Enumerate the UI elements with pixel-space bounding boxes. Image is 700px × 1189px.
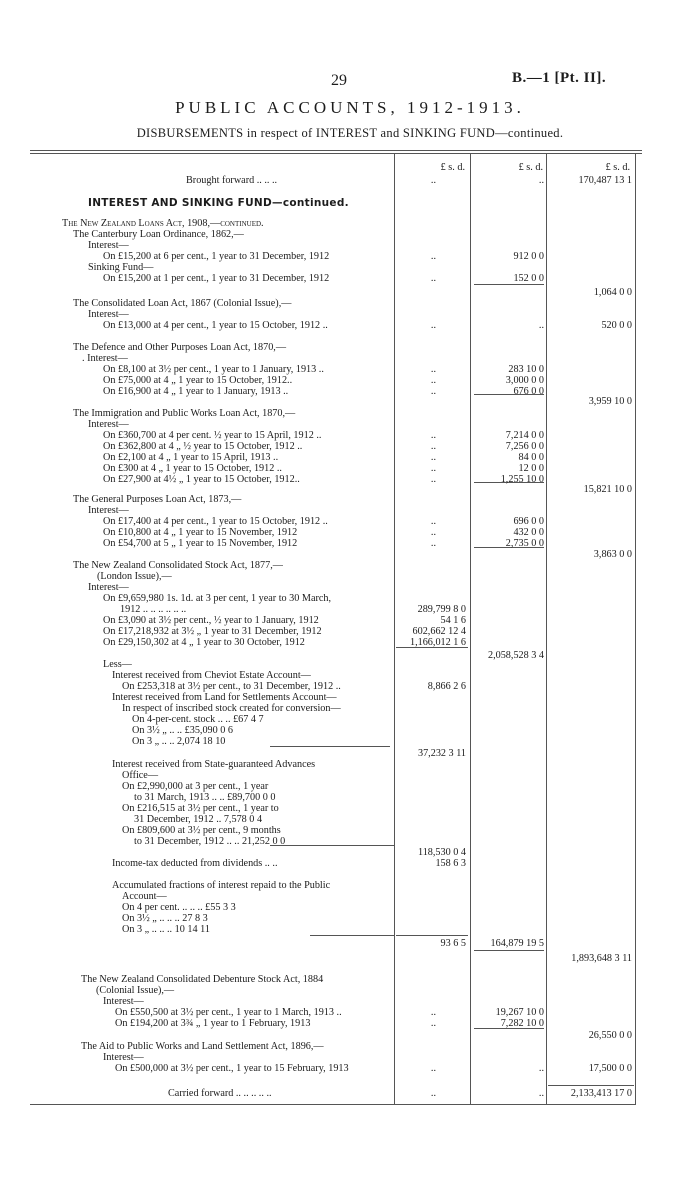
amount-col-2: .. <box>538 320 544 331</box>
column-header-row <box>0 162 700 174</box>
row-description: Sinking Fund— <box>88 262 154 273</box>
row-description: On 3½ „ .. .. £35,090 0 6 <box>132 725 234 736</box>
amount-col-1: 289,799 8 0 <box>417 604 466 615</box>
row-description: Accumulated fractions of interest repaid to the Public <box>112 880 331 891</box>
amount-col-1: .. <box>430 452 436 463</box>
row-description: On £15,200 at 1 per cent., 1 year to 31 December, 1912 <box>103 273 330 284</box>
page-title: PUBLIC ACCOUNTS, 1912-1913. <box>175 98 525 117</box>
row-description: On £2,990,000 at 3 per cent., 1 year <box>122 781 269 792</box>
amount-col-1: .. <box>430 527 436 538</box>
row-description: On £75,000 at 4 „ 1 year to 15 October, 1912.. <box>103 375 293 386</box>
ledger-row <box>0 1018 700 1030</box>
row-description: Interest received from Cheviot Estate Account— <box>112 670 311 681</box>
ledger-row <box>0 938 700 950</box>
row-description: On £809,600 at 3½ per cent., 9 months <box>122 825 281 836</box>
row-description: On £15,200 at 6 per cent., 1 year to 31 December, 1912 <box>103 251 330 262</box>
row-description: On £216,515 at 3½ per cent., 1 year to <box>122 803 279 814</box>
subtotal-rule <box>474 950 544 951</box>
row-description: Less— <box>103 659 132 670</box>
row-description: On £253,318 at 3½ per cent., to 31 December, 1912 .. <box>122 681 341 692</box>
amount-col-1: 8,866 2 6 <box>427 681 466 692</box>
amount-col-2: 2,735 0 0 <box>505 538 544 549</box>
row-description: Interest— <box>88 505 129 516</box>
row-description: Interest received from State-guaranteed Advances <box>112 759 316 770</box>
row-description: The Immigration and Public Works Loan Act, 1870,— <box>73 408 296 419</box>
row-description: The Aid to Public Works and Land Settlement Act, 1896,— <box>81 1041 324 1052</box>
amount-col-3: 170,487 13 1 <box>578 175 632 186</box>
amount-col-1: 602,662 12 4 <box>412 626 466 637</box>
amount-col-2: 432 0 0 <box>513 527 544 538</box>
row-description: On £550,500 at 3½ per cent., 1 year to 1 March, 1913 .. <box>115 1007 342 1018</box>
ledger-row <box>0 197 700 209</box>
amount-col-2: .. <box>538 175 544 186</box>
amount-col-1: .. <box>430 273 436 284</box>
row-description: On £17,218,932 at 3½ „ 1 year to 31 December, 1912 <box>103 626 322 637</box>
amount-col-2: 84 0 0 <box>518 452 544 463</box>
ledger-row <box>0 736 700 748</box>
section-heading: INTEREST AND SINKING FUND—continued. <box>88 197 349 209</box>
page-subtitle: DISBURSEMENTS in respect of INTEREST and SINKING FUND—continued. <box>136 126 564 140</box>
column-header-3: £ s. d. <box>518 162 543 173</box>
row-description: On £27,900 at 4½ „ 1 year to 15 October, 1912.. <box>103 474 300 485</box>
row-description: The New Zealand Consolidated Debenture Stock Act, 1884 <box>81 974 324 985</box>
ledger-row <box>0 953 700 965</box>
row-description: Interest— <box>103 1052 144 1063</box>
amount-col-2: 2,058,528 3 4 <box>487 650 544 661</box>
row-description: On 3 „ .. .. 2,074 18 10 <box>132 736 226 747</box>
row-description: . Interest— <box>82 353 128 364</box>
row-description: On 4-per-cent. stock .. .. £67 4 7 <box>132 714 264 725</box>
amount-col-2: 696 0 0 <box>513 516 544 527</box>
row-description: The Canterbury Loan Ordinance, 1862,— <box>73 229 244 240</box>
ledger-row <box>0 273 700 285</box>
amount-col-1: .. <box>430 463 436 474</box>
page-number: 29 <box>331 72 347 89</box>
row-description: The General Purposes Loan Act, 1873,— <box>73 494 242 505</box>
row-description: Interest— <box>103 996 144 1007</box>
row-description: On £3,090 at 3½ per cent., ½ year to 1 January, 1912 <box>103 615 319 626</box>
row-description: On £362,800 at 4 „ ½ year to 15 October, 1912 .. <box>103 441 303 452</box>
row-description: Interest— <box>88 309 129 320</box>
subtotal-rule <box>548 1085 634 1086</box>
amount-col-1: .. <box>430 320 436 331</box>
amount-col-1: 118,530 0 4 <box>417 847 466 858</box>
amount-col-2: 912 0 0 <box>513 251 544 262</box>
document-reference: B.—1 [Pt. II]. <box>512 70 607 86</box>
amount-col-1: .. <box>430 386 436 397</box>
row-description: On £54,700 at 5 „ 1 year to 15 November, 1912 <box>103 538 298 549</box>
amount-col-1: .. <box>430 1063 436 1074</box>
amount-col-1: .. <box>430 364 436 375</box>
amount-col-1: .. <box>430 251 436 262</box>
amount-col-1: .. <box>430 375 436 386</box>
amount-col-2: 12 0 0 <box>518 463 544 474</box>
row-description: Interest— <box>88 419 129 430</box>
row-description: The New Zealand Loans Act, 1908,—continued. <box>62 218 264 229</box>
table-top-rule-2 <box>30 153 642 154</box>
amount-col-2: 7,282 10 0 <box>500 1018 544 1029</box>
amount-col-2: 7,214 0 0 <box>505 430 544 441</box>
table-top-rule <box>30 150 642 151</box>
amount-col-2: 152 0 0 <box>513 273 544 284</box>
row-description: Account— <box>122 891 167 902</box>
row-description: On 3 „ .. .. .. 10 14 11 <box>122 924 210 935</box>
amount-col-2: 164,879 19 5 <box>490 938 544 949</box>
row-description: On 3½ „ .. .. .. 27 8 3 <box>122 913 208 924</box>
amount-col-2: 19,267 10 0 <box>495 1007 544 1018</box>
table-bottom-rule <box>30 1104 636 1105</box>
row-description: Brought forward .. .. .. <box>186 175 278 186</box>
amount-col-1: 54 1 6 <box>440 615 466 626</box>
amount-col-1: 37,232 3 11 <box>417 748 466 759</box>
amount-col-3: 520 0 0 <box>601 320 632 331</box>
amount-col-2: 3,000 0 0 <box>505 375 544 386</box>
row-description: On £8,100 at 3½ per cent., 1 year to 1 January, 1913 .. <box>103 364 324 375</box>
amount-col-3: 1,893,648 3 11 <box>571 953 632 964</box>
row-description: Office— <box>122 770 159 781</box>
amount-col-1: .. <box>430 538 436 549</box>
row-description: Carried forward .. .. .. .. .. <box>168 1088 272 1099</box>
row-description: On £500,000 at 3½ per cent., 1 year to 15 February, 1913 <box>115 1063 349 1074</box>
amount-col-1: .. <box>430 441 436 452</box>
amount-col-3: 3,959 10 0 <box>588 396 632 407</box>
row-description: Interest received from Land for Settlements Account— <box>112 692 337 703</box>
row-description: to 31 March, 1913 .. .. £89,700 0 0 <box>134 792 276 803</box>
amount-col-2: 676 0 0 <box>513 386 544 397</box>
amount-col-3: 15,821 10 0 <box>583 484 632 495</box>
amount-col-2: 283 10 0 <box>508 364 544 375</box>
ledger-row <box>0 320 700 332</box>
amount-col-2: 1,255 10 0 <box>500 474 544 485</box>
amount-col-2: .. <box>538 1088 544 1099</box>
row-description: 1912 .. .. .. .. .. .. <box>120 604 187 615</box>
amount-col-1: .. <box>430 175 436 186</box>
amount-col-3: 1,064 0 0 <box>593 287 632 298</box>
row-description: On £194,200 at 3¾ „ 1 year to 1 February, 1913 <box>115 1018 311 1029</box>
row-description: 31 December, 1912 .. 7,578 0 4 <box>134 814 263 825</box>
row-description: On £9,659,980 1s. 1d. at 3 per cent, 1 year to 30 March, <box>103 593 332 604</box>
row-description: On £16,900 at 4 „ 1 year to 1 January, 1913 .. <box>103 386 289 397</box>
row-description: On 4 per cent. .. .. .. £55 3 3 <box>122 902 236 913</box>
amount-col-1: .. <box>430 516 436 527</box>
amount-col-1: .. <box>430 1088 436 1099</box>
row-description: Interest— <box>88 240 129 251</box>
column-header-4: £ s. d. <box>605 162 630 173</box>
amount-col-3: 2,133,413 17 0 <box>570 1088 632 1099</box>
ledger-row <box>0 637 700 649</box>
row-description: The Consolidated Loan Act, 1867 (Colonial Issue),— <box>73 298 292 309</box>
ledger-row <box>0 396 700 408</box>
amount-col-3: 3,863 0 0 <box>593 549 632 560</box>
ledger-row <box>0 175 700 187</box>
amount-col-1: 93 6 5 <box>440 938 466 949</box>
amount-col-3: 17,500 0 0 <box>588 1063 632 1074</box>
row-description: On £13,000 at 4 per cent., 1 year to 15 October, 1912 .. <box>103 320 328 331</box>
amount-col-2: .. <box>538 1063 544 1074</box>
row-description: On £2,100 at 4 „ 1 year to 15 April, 1913 .. <box>103 452 279 463</box>
ledger-row <box>0 1063 700 1075</box>
row-description: In respect of inscribed stock created for conversion— <box>122 703 341 714</box>
row-description: The Defence and Other Purposes Loan Act, 1870,— <box>73 342 287 353</box>
amount-col-1: .. <box>430 1018 436 1029</box>
row-description: On £360,700 at 4 per cent. ½ year to 15 April, 1912 .. <box>103 430 322 441</box>
row-description: Interest— <box>88 582 129 593</box>
row-description: On £29,150,302 at 4 „ 1 year to 30 October, 1912 <box>103 637 305 648</box>
ledger-row <box>0 924 700 936</box>
row-description: On £300 at 4 „ 1 year to 15 October, 1912 .. <box>103 463 282 474</box>
row-description: Income-tax deducted from dividends .. .. <box>112 858 278 869</box>
column-header-2: £ s. d. <box>440 162 465 173</box>
row-description: On £17,400 at 4 per cent., 1 year to 15 October, 1912 .. <box>103 516 328 527</box>
amount-col-1: 158 6 3 <box>435 858 466 869</box>
ledger-row <box>0 858 700 870</box>
row-description: On £10,800 at 4 „ 1 year to 15 November, 1912 <box>103 527 298 538</box>
amount-col-1: .. <box>430 430 436 441</box>
row-description: (Colonial Issue),— <box>96 985 175 996</box>
amount-col-1: 1,166,012 1 6 <box>409 637 466 648</box>
row-description: to 31 December, 1912 .. .. 21,252 0 0 <box>134 836 286 847</box>
ledger-row <box>0 1088 700 1100</box>
amount-col-1: .. <box>430 1007 436 1018</box>
row-description: The New Zealand Consolidated Stock Act, 1877,— <box>73 560 283 571</box>
amount-col-2: 7,256 0 0 <box>505 441 544 452</box>
amount-col-1: .. <box>430 474 436 485</box>
amount-col-3: 26,550 0 0 <box>588 1030 632 1041</box>
row-description: (London Issue),— <box>97 571 172 582</box>
